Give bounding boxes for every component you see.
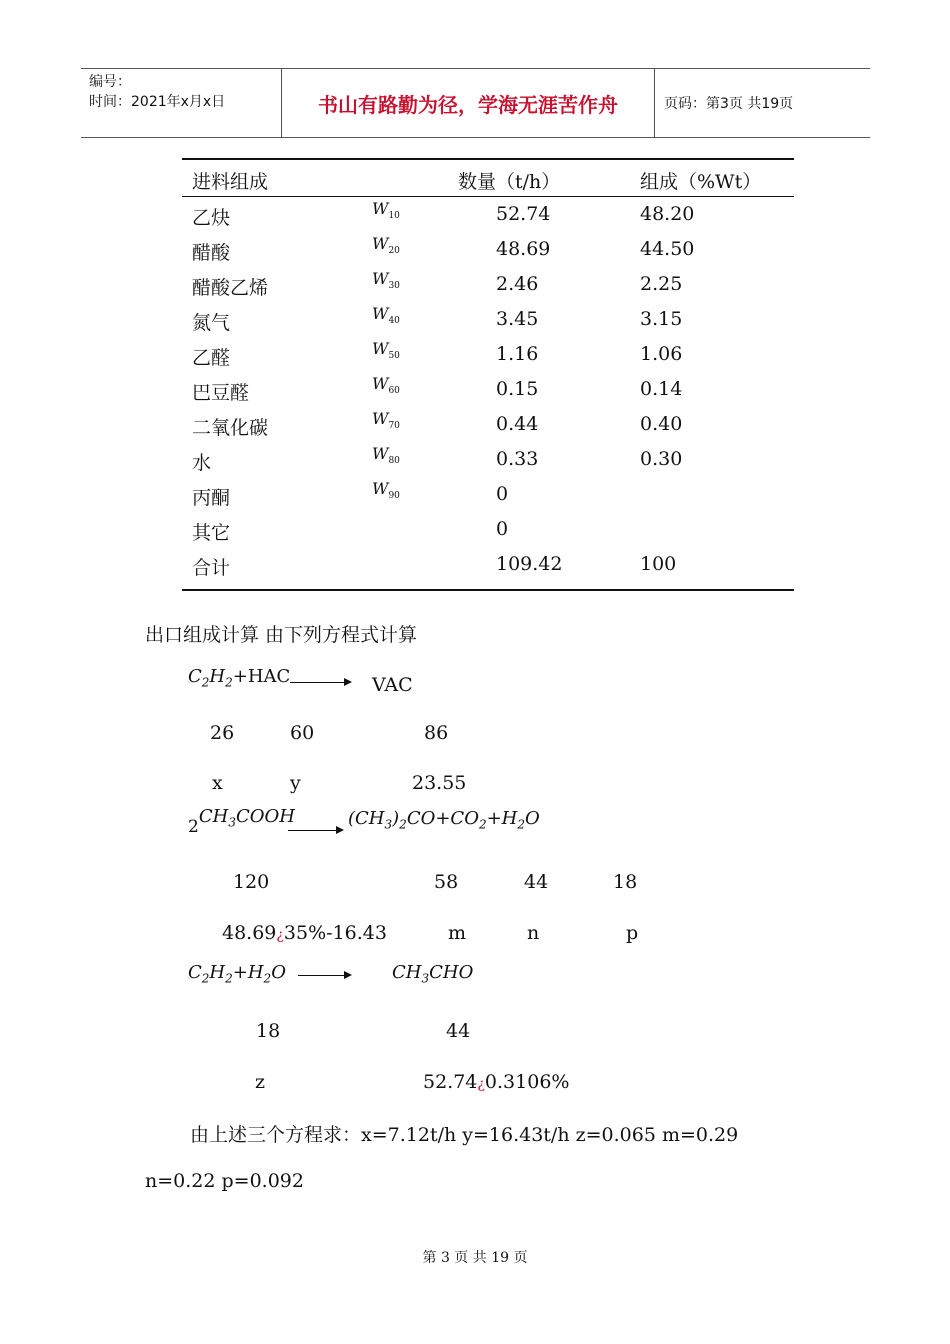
- eq1-var-value: 23.55: [412, 772, 467, 794]
- row-pct: 100: [640, 553, 677, 575]
- eq1-plus-hac: +HAC: [232, 666, 291, 687]
- page-footer: 第 3 页 共 19 页: [422, 1250, 528, 1266]
- row-name: 乙醛: [192, 347, 231, 369]
- table-header-rule: [182, 196, 794, 197]
- table-bottom-rule: [182, 589, 794, 591]
- eq2-pt2: CO+CO: [406, 808, 479, 829]
- row-symbol: [372, 269, 400, 291]
- result-line-1: 由上述三个方程求：x=7.12t/h y=16.43t/h z=0.065 m=0.29: [190, 1124, 739, 1146]
- row-symbol: [372, 339, 400, 361]
- reaction-arrow-3: [298, 975, 350, 976]
- eq3-var-expression: [423, 1071, 569, 1093]
- row-name: 醋酸: [192, 242, 231, 264]
- eq2-var-p: p: [626, 922, 639, 944]
- eq3-plus-h: +H: [232, 962, 264, 983]
- eq2-var-a: 48.69: [222, 922, 277, 944]
- row-symbol-letter: W: [372, 199, 389, 218]
- table-top-rule: [182, 158, 794, 160]
- eq1-var-y: y: [290, 772, 301, 794]
- row-symbol-sub: 20: [388, 246, 400, 257]
- row-symbol-sub: 60: [388, 386, 400, 397]
- row-symbol-sub: 40: [388, 316, 400, 327]
- eq2-pt4: O: [525, 808, 540, 829]
- eq2-p1: (CH: [348, 808, 385, 829]
- row-qty: 0: [496, 518, 509, 540]
- eq2-pt3: +H: [486, 808, 518, 829]
- row-qty: 0.44: [496, 413, 539, 435]
- eq3-h-sub: 2: [225, 971, 233, 986]
- eq2-mw-3: 44: [524, 871, 549, 893]
- eq2-ps4: 2: [517, 817, 526, 832]
- row-symbol-sub: 50: [388, 351, 400, 362]
- eq1-mw-2: 60: [290, 722, 315, 744]
- row-symbol-sub: 90: [388, 491, 400, 502]
- row-pct: 0.14: [640, 378, 683, 400]
- eq1-h: H: [209, 666, 226, 687]
- section-title: 出口组成计算 由下列方程式计算: [145, 624, 418, 646]
- row-symbol-letter: W: [372, 444, 389, 463]
- row-pct: 1.06: [640, 343, 683, 365]
- eq3-rhs-a: CH: [392, 962, 422, 983]
- row-qty: 0.33: [496, 448, 539, 470]
- eq2-var-sym: ¿: [276, 927, 284, 943]
- eq3-mw-1: 18: [256, 1020, 281, 1042]
- row-symbol: [372, 234, 400, 256]
- eq2-var-expression: [222, 922, 387, 944]
- eq3-var-z: z: [255, 1071, 266, 1093]
- row-symbol-letter: W: [372, 304, 389, 323]
- row-name: 氮气: [192, 312, 231, 334]
- equation-3: [188, 962, 286, 986]
- page-header: [81, 68, 870, 138]
- eq1-h-sub: 2: [225, 675, 233, 690]
- eq3-var-sym: ¿: [477, 1076, 485, 1092]
- row-pct: 3.15: [640, 308, 683, 330]
- row-qty: 2.46: [496, 273, 539, 295]
- eq1-c-sub: 2: [201, 675, 210, 690]
- row-symbol-letter: W: [372, 269, 389, 288]
- eq2-mw-4: 18: [613, 871, 638, 893]
- eq1-mw-1: 26: [210, 722, 235, 744]
- eq3-o: O: [271, 962, 286, 983]
- row-symbol: [372, 374, 400, 396]
- row-qty: 48.69: [496, 238, 551, 260]
- row-pct: 48.20: [640, 203, 695, 225]
- row-qty: 0.15: [496, 378, 539, 400]
- row-name: 丙酮: [192, 487, 231, 509]
- eq3-var-b: 0.3106%: [484, 1071, 570, 1093]
- eq1-product: VAC: [372, 674, 413, 696]
- eq1-c: C: [188, 666, 202, 687]
- row-qty: 1.16: [496, 343, 539, 365]
- eq2-ps1: 3: [384, 817, 393, 832]
- page-number-label: 页码：第3页 共19页: [664, 96, 794, 112]
- eq2-reactant-tail: COOH: [235, 806, 295, 827]
- reaction-arrow-2: [288, 830, 342, 831]
- row-symbol-letter: W: [372, 374, 389, 393]
- result-line-2: n=0.22 p=0.092: [145, 1170, 304, 1192]
- eq2-reactant-sub: 3: [228, 815, 236, 830]
- row-name: 巴豆醛: [192, 382, 250, 404]
- eq3-rhs-b: CHO: [429, 962, 474, 983]
- row-symbol-letter: W: [372, 409, 389, 428]
- eq2-var-m: m: [448, 922, 467, 944]
- motto: 书山有路勤为径，学海无涯苦作舟: [282, 69, 655, 137]
- row-symbol-sub: 80: [388, 456, 400, 467]
- eq2-mw-2: 58: [434, 871, 459, 893]
- eq2-var-b: 35%-16.43: [283, 922, 387, 944]
- eq2-mw-1: 120: [233, 871, 270, 893]
- eq3-rhs-sub: 3: [421, 971, 430, 986]
- row-pct: 44.50: [640, 238, 695, 260]
- row-symbol-sub: 30: [388, 281, 400, 292]
- row-symbol: [372, 479, 400, 501]
- header-qty: 数量（t/h）: [458, 171, 561, 193]
- header-feed: 进料组成: [192, 171, 269, 193]
- row-pct: 0.30: [640, 448, 683, 470]
- row-symbol: [372, 304, 400, 326]
- row-name: 合计: [192, 557, 231, 579]
- eq2-ps2: 2: [399, 817, 407, 832]
- equation-1: [188, 666, 290, 690]
- row-name: 乙炔: [192, 207, 231, 229]
- row-qty: 52.74: [496, 203, 551, 225]
- row-pct: 2.25: [640, 273, 683, 295]
- row-symbol: [372, 444, 400, 466]
- reaction-arrow-1: [290, 682, 350, 683]
- eq3-product: [392, 962, 473, 986]
- eq3-c-sub: 2: [201, 971, 210, 986]
- time-label: 时间：2021年x月x日: [89, 94, 226, 110]
- row-symbol: [372, 409, 400, 431]
- row-symbol-letter: W: [372, 234, 389, 253]
- header-info: [81, 69, 282, 137]
- row-symbol-letter: W: [372, 339, 389, 358]
- eq2-products: [348, 808, 540, 832]
- eq2-var-n: n: [527, 922, 540, 944]
- eq3-c: C: [188, 962, 202, 983]
- row-qty: 109.42: [496, 553, 563, 575]
- header-pct: 组成（%Wt）: [640, 171, 762, 193]
- eq2-ps3: 2: [478, 817, 487, 832]
- eq2-pt1: ): [392, 808, 400, 829]
- row-name: 醋酸乙烯: [192, 277, 269, 299]
- row-symbol-sub: 70: [388, 421, 400, 432]
- eq1-var-x: x: [212, 772, 223, 794]
- eq3-w-sub: 2: [263, 971, 272, 986]
- number-label: 编号：: [89, 74, 131, 90]
- row-qty: 3.45: [496, 308, 539, 330]
- eq3-mw-2: 44: [446, 1020, 471, 1042]
- eq3-var-a: 52.74: [423, 1071, 478, 1093]
- row-name: 水: [192, 452, 212, 474]
- row-qty: 0: [496, 483, 509, 505]
- row-symbol: [372, 199, 400, 221]
- eq2-coef: 2: [188, 817, 199, 837]
- eq2-reactant: CH: [198, 806, 229, 827]
- row-symbol-letter: W: [372, 479, 389, 498]
- row-pct: 0.40: [640, 413, 683, 435]
- equation-2: [188, 806, 295, 837]
- row-symbol-sub: 10: [388, 211, 400, 222]
- eq3-h: H: [209, 962, 226, 983]
- row-name: 其它: [192, 522, 231, 544]
- row-name: 二氧化碳: [192, 417, 269, 439]
- eq1-mw-3: 86: [424, 722, 449, 744]
